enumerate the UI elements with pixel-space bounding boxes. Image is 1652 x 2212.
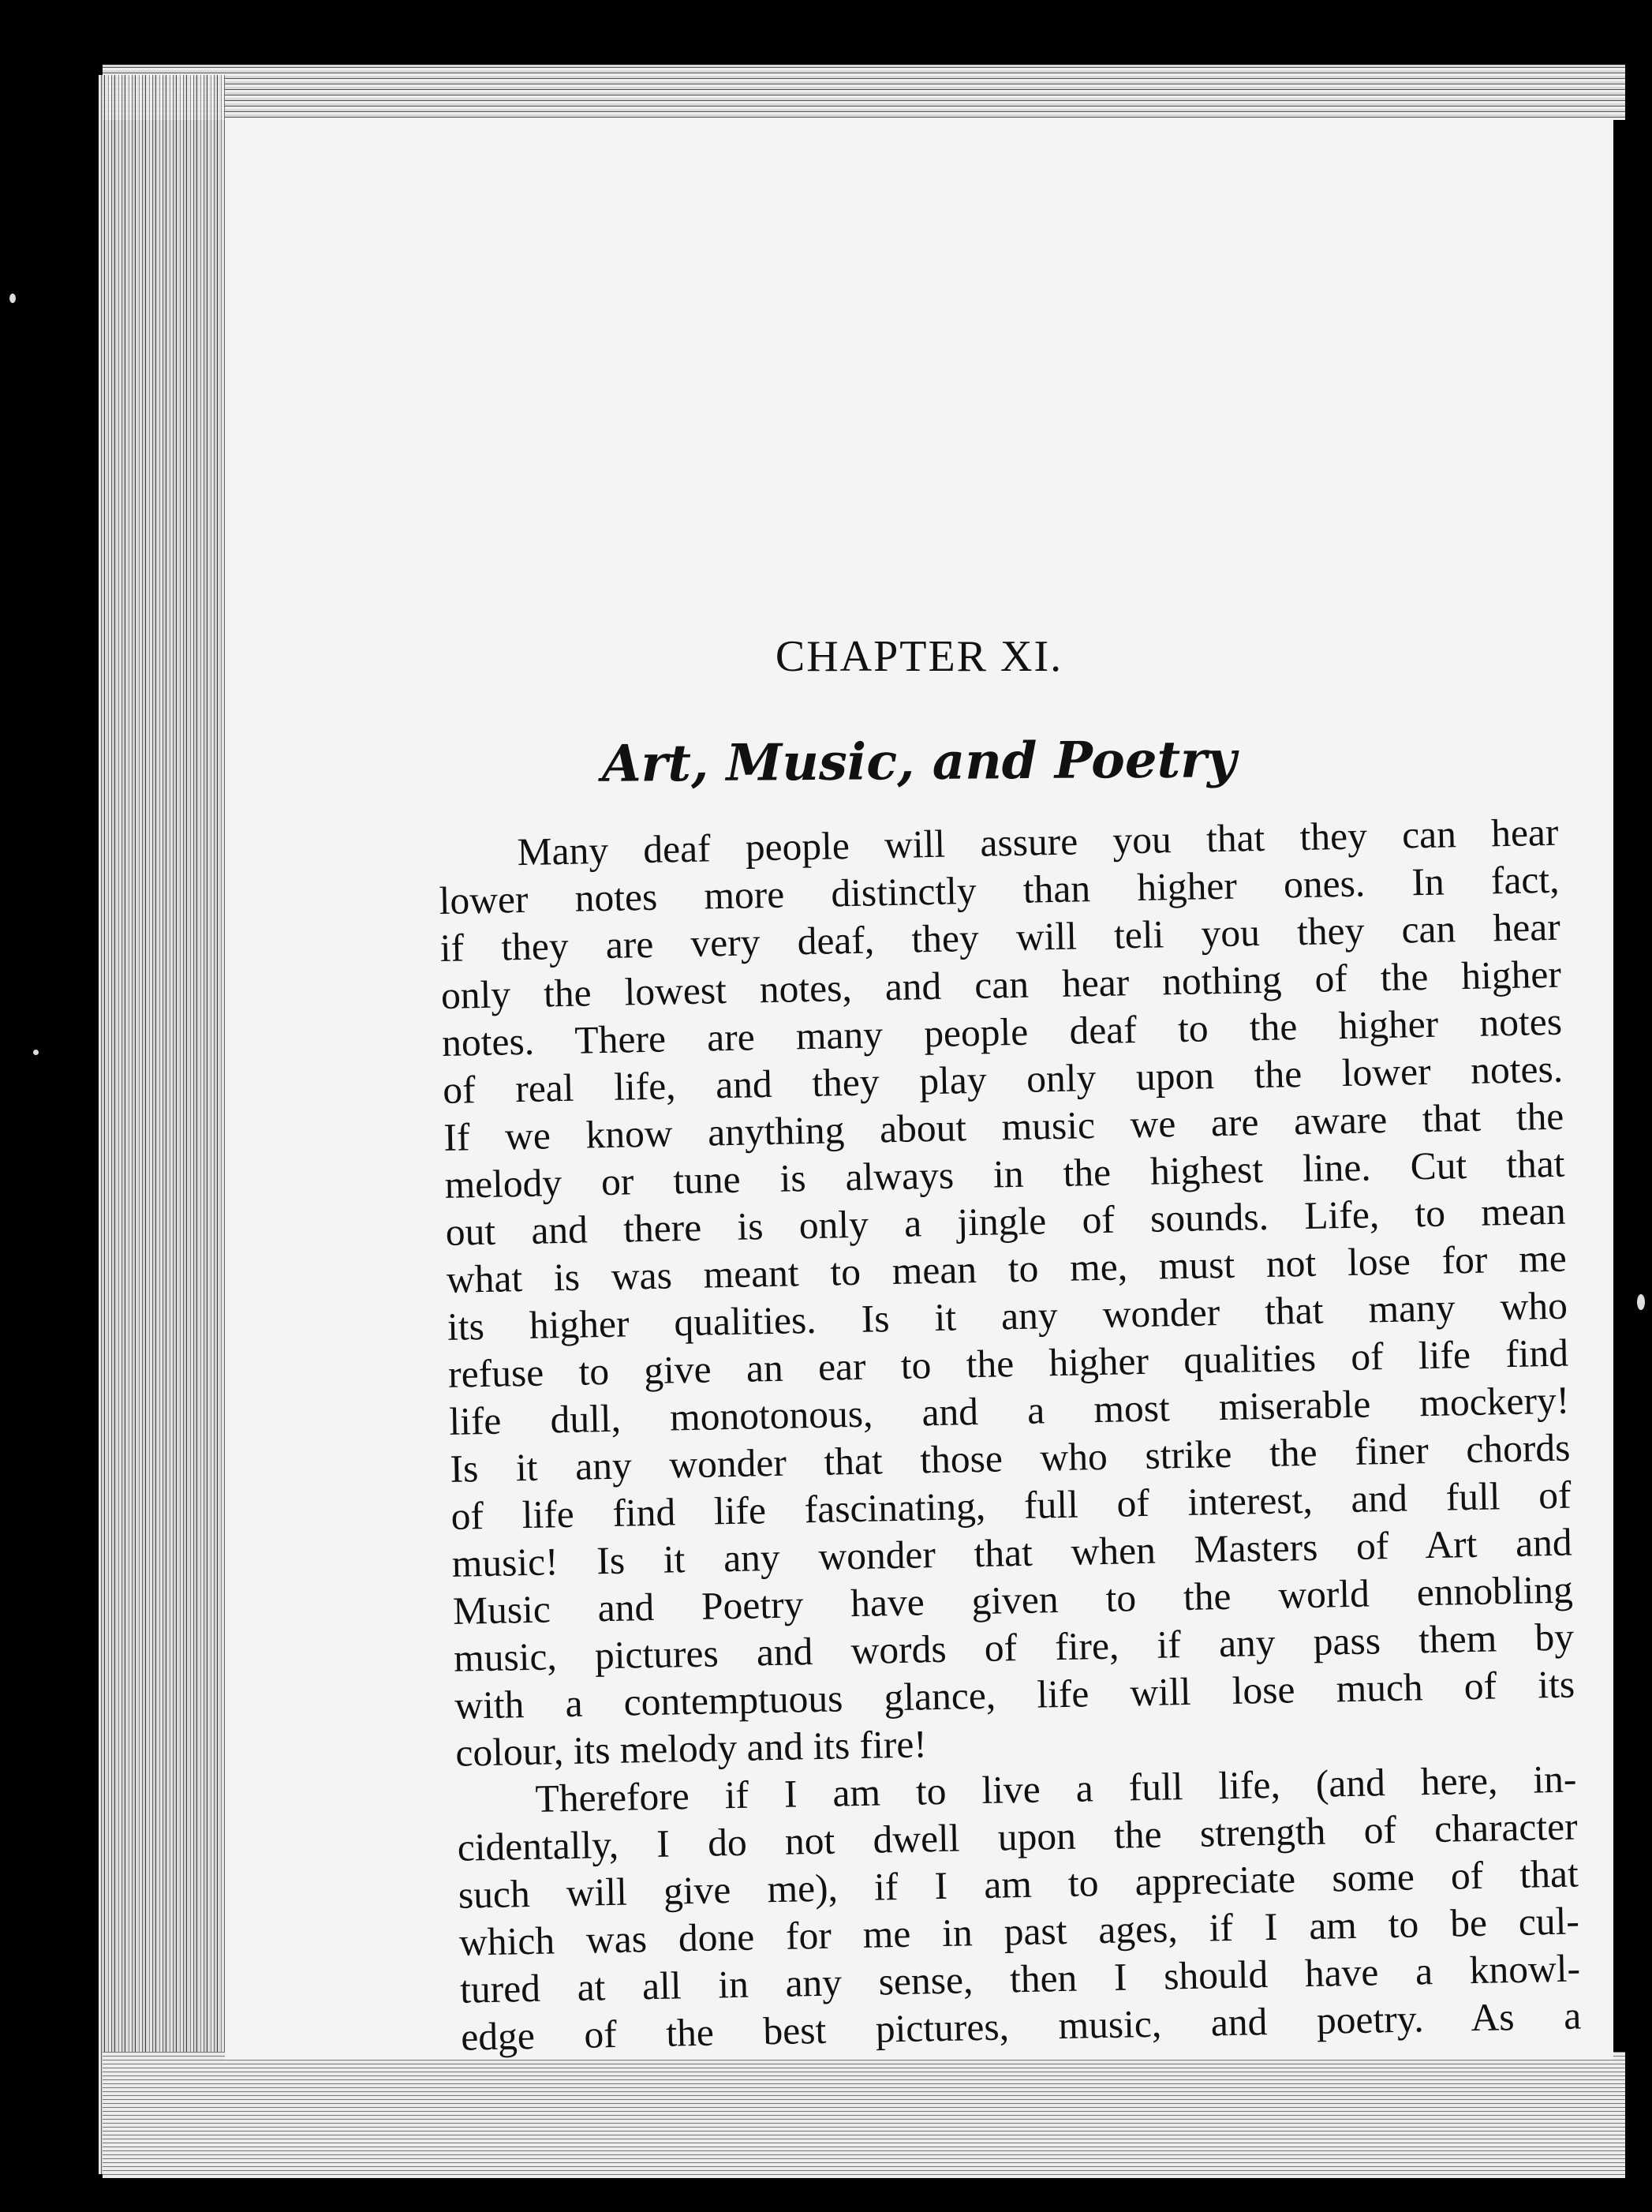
text-line: colour, its melody and its fire! — [454, 1722, 928, 1775]
text-line: notes. There are many people deaf to the higher notes — [441, 999, 1563, 1065]
text-line: which was done for me in past ages, if I am to be cul- — [458, 1899, 1580, 1964]
page-edges-left — [99, 75, 225, 2174]
text-line: edge of the best pictures, music, and poetry. As a — [460, 1993, 1582, 2059]
text-line: cidentally, I do not dwell upon the strength of character — [457, 1804, 1579, 1870]
dust-speck — [33, 1050, 39, 1055]
text-line: such will give me), if I am to appreciate some of that — [458, 1851, 1579, 1917]
text-line: lower notes more distinctly than higher ones. In fact, — [439, 857, 1560, 923]
text-line: refuse to give an ear to the higher qualities of life find — [447, 1331, 1569, 1396]
text-line: music! Is it any wonder that when Masters of Art and — [451, 1520, 1573, 1585]
text-line: Music and Poetry have given to the world ennobling — [452, 1567, 1574, 1633]
text-line: with a contemptuous glance, life will lose much of its — [454, 1662, 1575, 1727]
text-line: melody or tune is always in the highest line. Cut that — [444, 1141, 1565, 1207]
text-line: out and there is only a jingle of sounds. Life, to mean — [445, 1188, 1567, 1254]
text-line: If we know anything about music we are aware that the — [443, 1094, 1564, 1159]
book-page — [225, 118, 1613, 2060]
page-edges-top — [103, 65, 1625, 120]
text-line: what is was meant to mean to me, must not lose for me — [446, 1236, 1568, 1301]
text-line: only the lowest notes, and can hear nothing of the higher — [440, 952, 1562, 1017]
chapter-heading: CHAPTER XI. — [775, 632, 1063, 681]
text-line: of real life, and they play only upon the lower notes. — [442, 1046, 1564, 1112]
text-line: music, pictures and words of fire, if any pass them by — [453, 1615, 1575, 1680]
text-line: tured at all in any sense, then I should have a knowl- — [459, 1946, 1581, 2012]
text-line: of life find life fascinating, full of interest, and full of — [450, 1473, 1572, 1538]
body-text — [438, 809, 1582, 2061]
dust-speck — [9, 294, 16, 303]
text-line: life dull, monotonous, and a most miserable mockery! — [448, 1378, 1570, 1443]
text-line: if they are very deaf, they will teli you they can hear — [439, 904, 1561, 970]
text-line: Is it any wonder that those who strike the finer chords — [450, 1425, 1571, 1491]
dust-speck — [1637, 1294, 1645, 1310]
chapter-title: Art, Music, and Poetry — [601, 730, 1237, 794]
text-line: its higher qualities. Is it any wonder that many who — [447, 1283, 1568, 1349]
text-line: Many deaf people will assure you that they can hear — [517, 810, 1559, 874]
text-line: Therefore if I am to live a full life, (and here, in- — [535, 1757, 1577, 1821]
page-edges-bottom — [103, 2052, 1625, 2178]
